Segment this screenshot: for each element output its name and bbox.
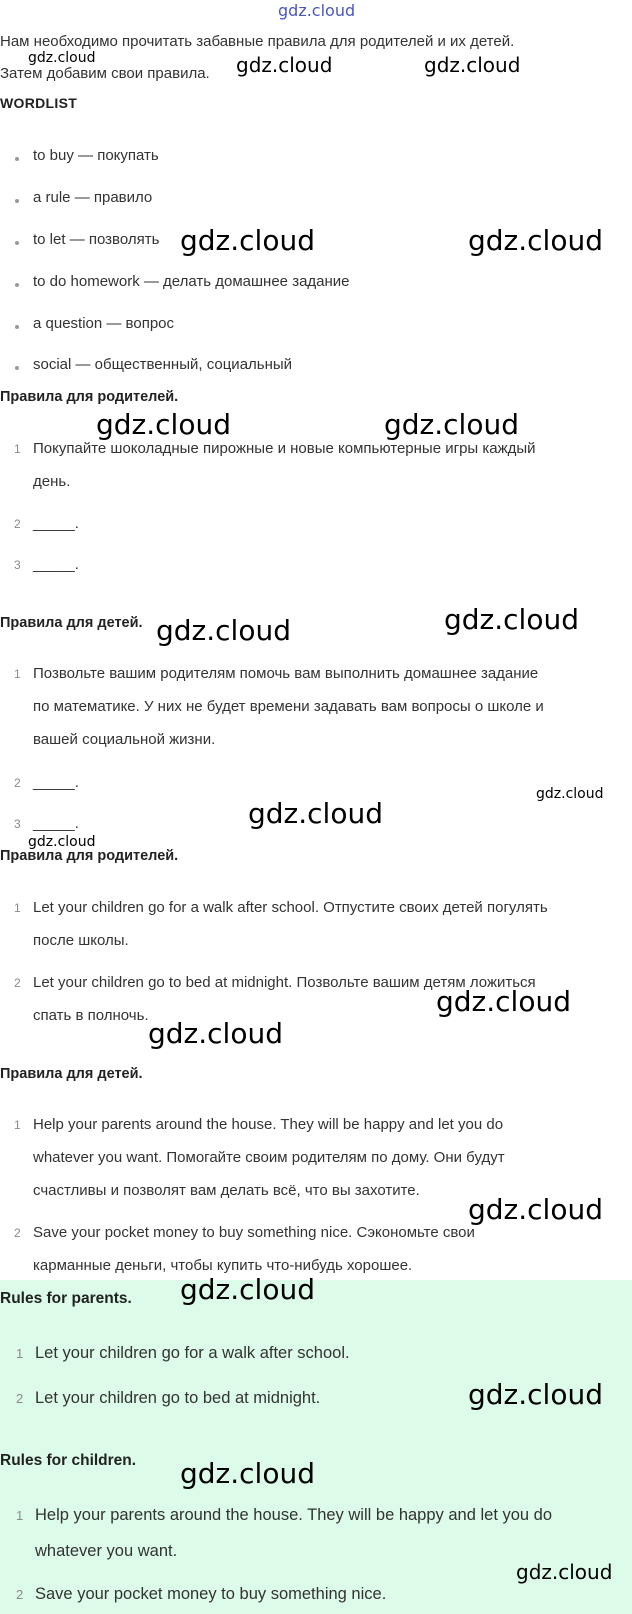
watermark: gdz.cloud (236, 53, 333, 77)
item-number: 1 (14, 667, 21, 681)
item-number: 1 (14, 442, 21, 456)
rule-text: Save your pocket money to buy something nice. (35, 1585, 387, 1603)
rule-text: счастливы и позволят вам делать всё, что вы захотите. (33, 1182, 420, 1199)
rule-text: вашей социальной жизни. (33, 731, 216, 748)
rule-text: _____. (33, 815, 79, 832)
section-heading: Rules for children. (0, 1452, 137, 1469)
item-number: 1 (14, 1118, 21, 1132)
item-number: 2 (14, 776, 21, 790)
watermark: gdz.cloud (278, 1, 356, 20)
watermark: gdz.cloud (468, 224, 603, 257)
item-number: 2 (14, 976, 21, 990)
rule-text: whatever you want. Помогайте своим родителям по дому. Они будут (33, 1149, 505, 1166)
item-number: 1 (16, 1508, 24, 1523)
rule-text: Let your children go for a walk after school. Отпустите своих детей погулять (33, 899, 548, 916)
rule-text: whatever you want. (35, 1542, 178, 1560)
item-number: 1 (16, 1346, 24, 1361)
bullet-icon (15, 241, 19, 245)
watermark: gdz.cloud (180, 224, 315, 257)
wordlist-item: to do homework — делать домашнее задание (33, 273, 350, 290)
item-number: 2 (14, 517, 21, 531)
item-number: 2 (14, 1226, 21, 1240)
wordlist-item: social — общественный, социальный (33, 356, 293, 373)
rule-text: _____. (33, 556, 79, 573)
watermark: gdz.cloud (180, 1273, 315, 1306)
rule-text: _____. (33, 774, 79, 791)
rule-text: день. (33, 473, 71, 490)
watermark: gdz.cloud (248, 797, 383, 830)
rule-text: по математике. У них не будет времени задавать вам вопросы о школе и (33, 698, 544, 715)
rule-text: _____. (33, 515, 79, 532)
bullet-icon (15, 157, 19, 161)
item-number: 3 (14, 817, 21, 831)
section-heading: Правила для родителей. (0, 848, 179, 864)
watermark: gdz.cloud (148, 1017, 283, 1050)
watermark: gdz.cloud (156, 614, 291, 647)
rule-text: Let your children go to bed at midnight. (35, 1389, 321, 1407)
bullet-icon (15, 283, 19, 287)
section-heading: Правила для детей. (0, 615, 143, 631)
watermark: gdz.cloud (436, 985, 571, 1018)
wordlist-item: a question — вопрос (33, 315, 175, 332)
watermark: gdz.cloud (516, 1560, 613, 1584)
intro-text: Затем добавим свои правила. (0, 65, 210, 82)
section-heading: Правила для родителей. (0, 389, 179, 405)
watermark: gdz.cloud (468, 1378, 603, 1411)
watermark: gdz.cloud (384, 408, 519, 441)
rule-text: Позвольте вашим родителям помочь вам выполнить домашнее задание (33, 665, 539, 682)
watermark: gdz.cloud (468, 1193, 603, 1226)
rule-text: Help your parents around the house. They will be happy and let you do (33, 1116, 504, 1133)
bullet-icon (15, 366, 19, 370)
watermark: gdz.cloud (536, 786, 604, 802)
bullet-icon (15, 325, 19, 329)
wordlist-item: to let — позволять (33, 231, 160, 248)
item-number: 3 (14, 558, 21, 572)
bullet-icon (15, 199, 19, 203)
section-heading: Rules for parents. (0, 1290, 132, 1307)
wordlist-item: a rule — правило (33, 189, 153, 206)
watermark: gdz.cloud (96, 408, 231, 441)
watermark: gdz.cloud (444, 603, 579, 636)
item-number: 1 (14, 901, 21, 915)
rule-text: Save your pocket money to buy something nice. Сэкономьте свои (33, 1224, 475, 1241)
rule-text: Help your parents around the house. They will be happy and let you do (35, 1506, 553, 1524)
watermark: gdz.cloud (424, 53, 521, 77)
watermark: gdz.cloud (180, 1457, 315, 1490)
rule-text: Let your children go to bed at midnight. Позвольте вашим детям ложиться (33, 974, 536, 991)
watermark: gdz.cloud (28, 834, 96, 850)
intro-text: Нам необходимо прочитать забавные правила для родителей и их детей. (0, 33, 515, 50)
section-heading: Правила для детей. (0, 1066, 143, 1082)
item-number: 2 (16, 1587, 24, 1602)
rule-text: после школы. (33, 932, 129, 949)
watermark: gdz.cloud (28, 50, 96, 66)
rule-text: спать в полночь. (33, 1007, 149, 1024)
rule-text: карманные деньги, чтобы купить что-нибудь хорошее. (33, 1257, 413, 1274)
item-number: 2 (16, 1391, 24, 1406)
rule-text: Let your children go for a walk after school. (35, 1344, 350, 1362)
rule-text: Покупайте шоколадные пирожные и новые компьютерные игры каждый (33, 440, 536, 457)
wordlist-title: WORDLIST (0, 95, 78, 111)
wordlist-item: to buy — покупать (33, 147, 159, 164)
